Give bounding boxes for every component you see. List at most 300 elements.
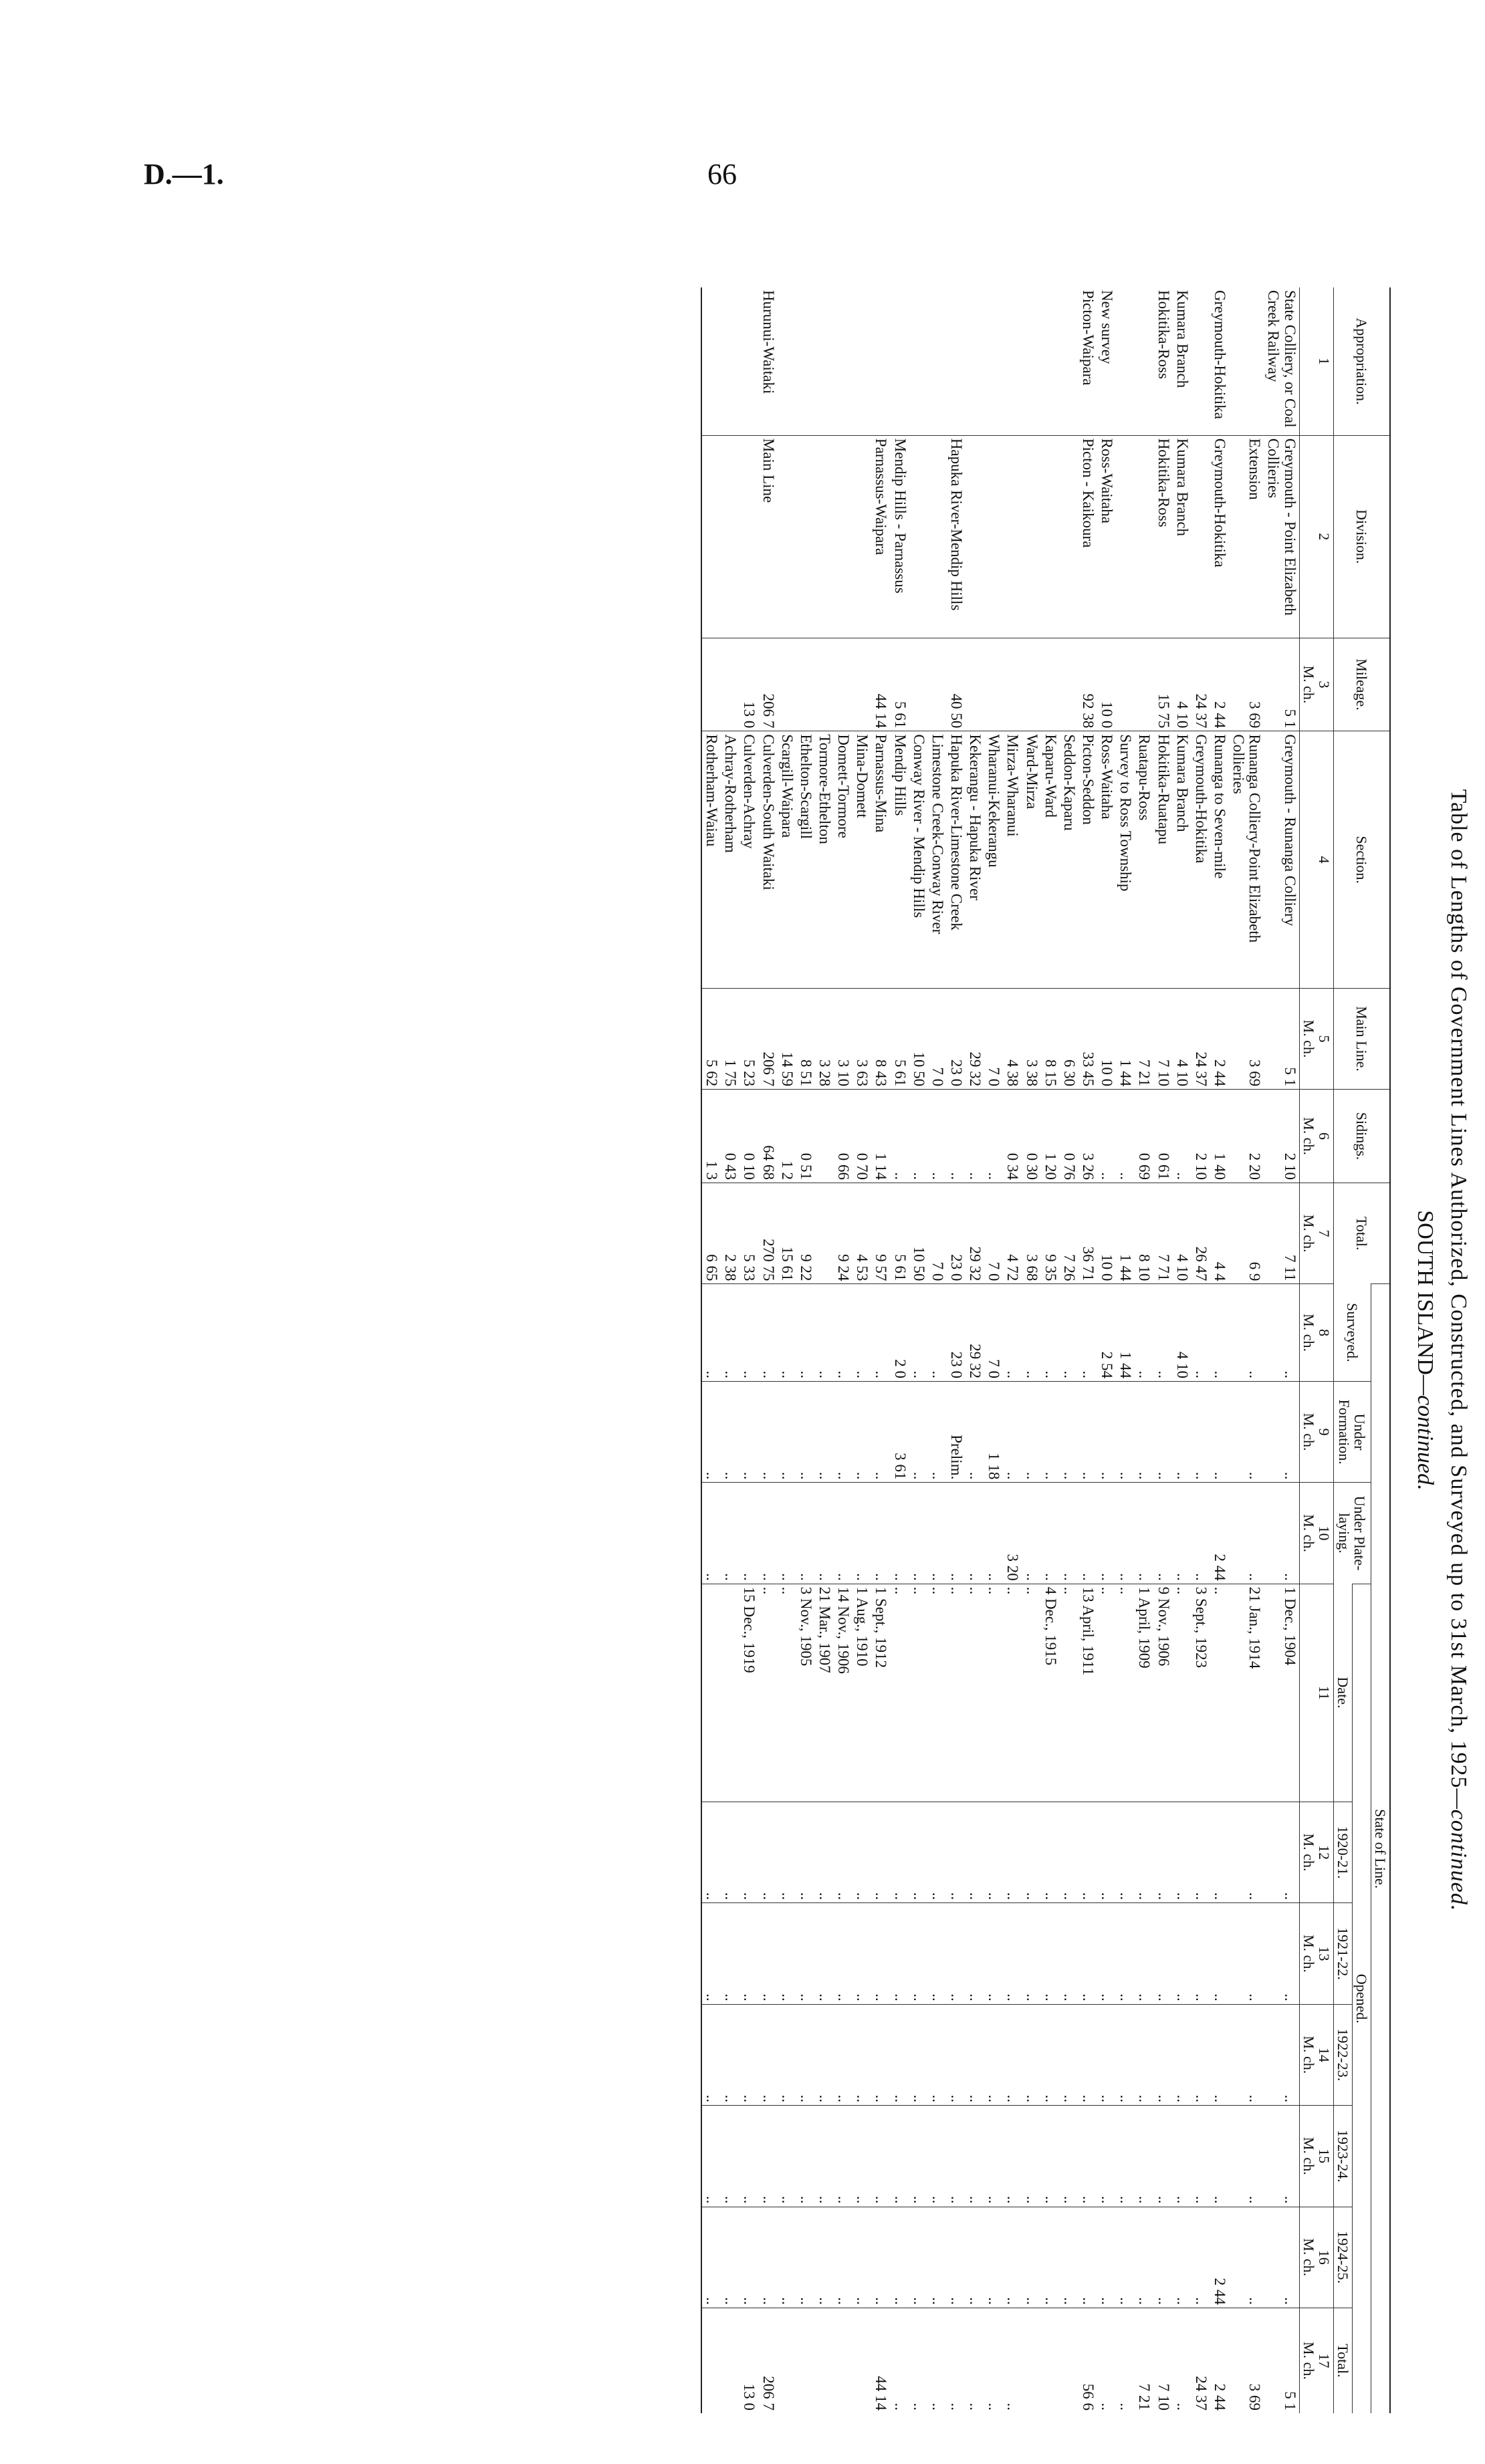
opened-1920-21-cell: .. — [871, 1802, 890, 1902]
opened-1923-24-cell: .. — [758, 2106, 777, 2207]
opened-1922-23-cell: .. — [947, 2004, 965, 2105]
mileage-cell: 92 38 — [1078, 638, 1097, 731]
table-row — [1229, 287, 1264, 2413]
sidings-cell: 1 3 — [701, 1090, 721, 1183]
main-line-cell: 29 32 — [965, 988, 984, 1089]
opened-1923-24-cell: .. — [909, 2106, 928, 2207]
opened-1923-24-cell: .. — [796, 2106, 815, 2207]
section-cell: Parnassus-Mina — [871, 731, 890, 988]
under-platelaying-cell: .. — [1229, 1483, 1264, 1584]
section-cell: Scargill-Waipara — [778, 731, 796, 988]
opened-1921-22-cell: .. — [701, 1903, 721, 2004]
opened-1924-25-cell: .. — [1097, 2207, 1116, 2308]
surveyed-cell: .. — [1041, 1284, 1060, 1382]
date-opened-cell: .. — [1210, 1584, 1229, 1802]
total-cell: 4 72 — [1003, 1183, 1022, 1283]
main-line-cell: 5 62 — [701, 988, 721, 1089]
opened-1923-24-cell: .. — [739, 2106, 758, 2207]
opened-1923-24-cell: .. — [928, 2106, 947, 2207]
opened-1922-23-cell: .. — [1003, 2004, 1022, 2105]
opened-1922-23-cell: .. — [1060, 2004, 1078, 2105]
opened-1920-21-cell: .. — [965, 1802, 984, 1902]
total-cell: 3 68 — [1022, 1183, 1040, 1283]
sidings-cell: .. — [984, 1090, 1003, 1183]
appropriation-cell: Picton-Waipara — [1079, 290, 1097, 386]
opened-1923-24-cell: .. — [947, 2106, 965, 2207]
opened-total-cell — [834, 2308, 852, 2413]
table-row — [778, 287, 796, 2413]
opened-1922-23-cell: .. — [796, 2004, 815, 2105]
under-formation-cell: .. — [1153, 1381, 1172, 1482]
col-number: 16 M. ch. — [1299, 2207, 1333, 2308]
opened-1921-22-cell: .. — [1135, 1903, 1153, 2004]
opened-total-cell — [852, 2308, 871, 2413]
opened-1921-22-cell: .. — [1229, 1903, 1264, 2004]
opened-total-cell: 3 69 — [1229, 2308, 1264, 2413]
section-cell: Runanga Colliery-Point Elizabeth Collieries — [1229, 731, 1264, 988]
opened-1920-21-cell: .. — [1264, 1802, 1299, 1902]
date-opened-cell: .. — [1022, 1584, 1040, 1802]
opened-total-cell: .. — [928, 2308, 947, 2413]
appropriation-cell — [815, 287, 834, 435]
opened-1924-25-cell: .. — [1078, 2207, 1097, 2308]
section-cell: Domett-Tormore — [834, 731, 852, 988]
surveyed-cell: 2 54 — [1097, 1284, 1116, 1382]
surveyed-cell: .. — [1191, 1284, 1210, 1382]
opened-1921-22-cell: .. — [1041, 1903, 1060, 2004]
under-formation-cell: .. — [778, 1381, 796, 1482]
opened-1924-25-cell: .. — [1003, 2207, 1022, 2308]
under-platelaying-cell: .. — [796, 1483, 815, 1584]
division-cell: Main Line — [758, 435, 777, 638]
total-cell: 7 0 — [984, 1183, 1003, 1283]
col-under-platelaying: Under Plate-laying. — [1333, 1483, 1371, 1584]
division-cell — [1191, 435, 1210, 638]
main-line-cell: 8 51 — [796, 988, 815, 1089]
section-cell: Hokitika-Ruatapu — [1153, 731, 1172, 988]
under-formation-cell: .. — [1116, 1381, 1135, 1482]
opened-1924-25-cell: .. — [721, 2207, 739, 2308]
under-formation-cell: .. — [1191, 1381, 1210, 1482]
appropriation-cell: Greymouth-Hokitika — [1211, 290, 1228, 419]
appropriation-cell — [834, 287, 852, 435]
division-cell — [778, 435, 796, 638]
col-under-formation: Under Formation. — [1333, 1381, 1371, 1482]
surveyed-cell: .. — [871, 1284, 890, 1382]
column-number-row — [1299, 287, 1333, 2413]
opened-total-cell: 24 37 — [1191, 2308, 1210, 2413]
sidings-cell: 64 68 — [758, 1090, 777, 1183]
opened-1921-22-cell: .. — [1060, 1903, 1078, 2004]
col-number: 5 M. ch. — [1299, 988, 1333, 1089]
appropriation-cell — [909, 287, 928, 435]
opened-1920-21-cell: .. — [1022, 1802, 1040, 1902]
section-cell: Survey to Ross Township — [1116, 731, 1135, 988]
opened-1924-25-cell: .. — [1041, 2207, 1060, 2308]
division-cell — [834, 435, 852, 638]
sidings-cell: .. — [947, 1090, 965, 1183]
surveyed-cell: 4 10 — [1173, 1284, 1191, 1382]
section-cell: Mina-Domett — [852, 731, 871, 988]
total-cell: 4 10 — [1173, 1183, 1191, 1283]
total-cell: 7 71 — [1153, 1183, 1172, 1283]
opened-1923-24-cell: .. — [834, 2106, 852, 2207]
under-platelaying-cell: .. — [909, 1483, 928, 1584]
under-platelaying-cell: .. — [890, 1483, 909, 1584]
main-line-cell: 3 38 — [1022, 988, 1040, 1089]
opened-1924-25-cell: .. — [739, 2207, 758, 2308]
total-cell: 6 9 — [1229, 1183, 1264, 1283]
under-formation-cell: .. — [871, 1381, 890, 1482]
section-cell: Wharanui-Kekerangu — [984, 731, 1003, 988]
division-cell: Extension — [1229, 435, 1264, 638]
opened-1924-25-cell: .. — [796, 2207, 815, 2308]
surveyed-cell: .. — [1060, 1284, 1078, 1382]
total-cell — [815, 1183, 834, 1283]
appropriation-cell: Kumara Branch — [1173, 290, 1191, 388]
division-cell: Mendip Hills - Parnassus — [890, 435, 909, 638]
mileage-cell: 5 1 — [1264, 638, 1299, 731]
under-platelaying-cell: .. — [1135, 1483, 1153, 1584]
total-cell: 9 35 — [1041, 1183, 1060, 1283]
date-opened-cell: .. — [1060, 1584, 1078, 1802]
col-number: 14 M. ch. — [1299, 2004, 1333, 2105]
under-platelaying-cell: 2 44 — [1210, 1483, 1229, 1584]
opened-1920-21-cell: .. — [721, 1802, 739, 1902]
opened-1920-21-cell: .. — [909, 1802, 928, 1902]
opened-1924-25-cell: .. — [701, 2207, 721, 2308]
opened-1923-24-cell: .. — [1041, 2106, 1060, 2207]
opened-1921-22-cell: .. — [871, 1903, 890, 2004]
opened-1923-24-cell: .. — [1191, 2106, 1210, 2207]
total-cell: 15 61 — [778, 1183, 796, 1283]
division-cell: Greymouth-Hokitika — [1210, 435, 1229, 638]
sidings-cell: 0 30 — [1022, 1090, 1040, 1183]
division-cell: Ross-Waitaha — [1097, 435, 1116, 638]
section-cell: Ross-Waitaha — [1097, 731, 1116, 988]
appropriation-cell — [928, 287, 947, 435]
under-formation-cell: .. — [1229, 1381, 1264, 1482]
opened-total-cell — [1041, 2308, 1060, 2413]
sidings-cell: 3 26 — [1078, 1090, 1097, 1183]
opened-total-cell: 2 44 — [1210, 2308, 1229, 2413]
opened-1923-24-cell: .. — [1173, 2106, 1191, 2207]
opened-total-cell: 7 10 — [1153, 2308, 1172, 2413]
opened-1923-24-cell: .. — [721, 2106, 739, 2207]
surveyed-cell: .. — [796, 1284, 815, 1382]
table-row — [1022, 287, 1040, 2413]
under-platelaying-cell: .. — [1191, 1483, 1210, 1584]
col-1922-23: 1922-23. — [1333, 2004, 1352, 2105]
opened-1920-21-cell: .. — [1153, 1802, 1172, 1902]
appropriation-cell — [965, 287, 984, 435]
main-line-cell: 10 50 — [909, 988, 928, 1089]
under-platelaying-cell: .. — [758, 1483, 777, 1584]
main-line-cell: 3 63 — [852, 988, 871, 1089]
opened-1921-22-cell: .. — [1097, 1903, 1116, 2004]
total-cell: 36 71 — [1078, 1183, 1097, 1283]
col-number: 3 M. ch. — [1299, 638, 1333, 731]
table-row — [1060, 287, 1078, 2413]
opened-1922-23-cell: .. — [1191, 2004, 1210, 2105]
mileage-cell — [721, 638, 739, 731]
appropriation-cell — [1022, 287, 1040, 435]
sidings-cell: 2 10 — [1191, 1090, 1210, 1183]
surveyed-cell: .. — [758, 1284, 777, 1382]
sidings-cell: .. — [909, 1090, 928, 1183]
surveyed-cell: .. — [1264, 1284, 1299, 1382]
table-row — [909, 287, 928, 2413]
main-line-cell: 2 44 — [1210, 988, 1229, 1089]
opened-1920-21-cell: .. — [1210, 1802, 1229, 1902]
opened-1920-21-cell: .. — [852, 1802, 871, 1902]
opened-total-cell: 206 7 — [758, 2308, 777, 2413]
under-platelaying-cell: .. — [834, 1483, 852, 1584]
opened-1920-21-cell: .. — [1173, 1802, 1191, 1902]
total-cell: 270 75 — [758, 1183, 777, 1283]
table-row — [815, 287, 834, 2413]
appropriation-cell — [701, 287, 721, 435]
surveyed-cell: .. — [815, 1284, 834, 1382]
surveyed-cell: .. — [834, 1284, 852, 1382]
main-line-cell: 3 69 — [1229, 988, 1264, 1089]
opened-1921-22-cell: .. — [739, 1903, 758, 2004]
under-platelaying-cell: .. — [1060, 1483, 1078, 1584]
division-cell — [909, 435, 928, 638]
under-platelaying-cell: .. — [739, 1483, 758, 1584]
opened-1924-25-cell: .. — [852, 2207, 871, 2308]
division-cell: Hokitika-Ross — [1153, 435, 1172, 638]
under-formation-cell: .. — [909, 1381, 928, 1482]
sidings-cell: .. — [890, 1090, 909, 1183]
under-platelaying-cell: .. — [1264, 1483, 1299, 1584]
section-cell: Kumara Branch — [1173, 731, 1191, 988]
mileage-cell — [1060, 638, 1078, 731]
opened-1920-21-cell: .. — [701, 1802, 721, 1902]
opened-1922-23-cell: .. — [1229, 2004, 1264, 2105]
opened-1922-23-cell: .. — [1153, 2004, 1172, 2105]
appropriation-cell — [1116, 287, 1135, 435]
section-cell: Kekerangu - Hapuka River — [965, 731, 984, 988]
main-line-cell: 1 44 — [1116, 988, 1135, 1089]
opened-1922-23-cell: .. — [721, 2004, 739, 2105]
date-opened-cell: 14 Nov., 1906 — [834, 1584, 852, 1802]
opened-total-cell: .. — [984, 2308, 1003, 2413]
under-formation-cell: .. — [1097, 1381, 1116, 1482]
mileage-cell: 44 14 — [871, 638, 890, 731]
under-formation-cell: .. — [1041, 1381, 1060, 1482]
opened-total-cell: .. — [1097, 2308, 1116, 2413]
main-line-cell: 5 61 — [890, 988, 909, 1089]
mileage-cell: 206 7 — [758, 638, 777, 731]
col-number: 6 M. ch. — [1299, 1090, 1333, 1183]
opened-1924-25-cell: .. — [1229, 2207, 1264, 2308]
opened-1924-25-cell: .. — [778, 2207, 796, 2308]
section-cell: Achray-Rotherham — [721, 731, 739, 988]
mileage-cell: 2 44 — [1210, 638, 1229, 731]
appropriation-cell — [1003, 287, 1022, 435]
under-formation-cell: .. — [965, 1381, 984, 1482]
under-formation-cell: .. — [721, 1381, 739, 1482]
under-formation-cell: .. — [1264, 1381, 1299, 1482]
opened-1920-21-cell: .. — [758, 1802, 777, 1902]
opened-1921-22-cell: .. — [909, 1903, 928, 2004]
table-row — [721, 287, 739, 2413]
col-number: 1 — [1299, 287, 1333, 435]
total-cell: 8 10 — [1135, 1183, 1153, 1283]
mileage-cell — [815, 638, 834, 731]
lengths-table — [701, 287, 1391, 2413]
table-row — [947, 287, 965, 2413]
opened-total-cell — [721, 2308, 739, 2413]
opened-1923-24-cell: .. — [1022, 2106, 1040, 2207]
total-cell: 23 0 — [947, 1183, 965, 1283]
appropriation-cell: New survey — [1099, 290, 1116, 364]
opened-1921-22-cell: .. — [834, 1903, 852, 2004]
opened-1922-23-cell: .. — [1135, 2004, 1153, 2105]
mileage-cell: 13 0 — [739, 638, 758, 731]
opened-1920-21-cell: .. — [1097, 1802, 1116, 1902]
total-cell: 10 0 — [1097, 1183, 1116, 1283]
opened-1920-21-cell: .. — [1135, 1802, 1153, 1902]
opened-1924-25-cell: .. — [834, 2207, 852, 2308]
mileage-cell — [778, 638, 796, 731]
opened-total-cell: 5 1 — [1264, 2308, 1299, 2413]
page-number: 66 — [707, 158, 737, 191]
opened-total-cell: .. — [947, 2308, 965, 2413]
opened-1923-24-cell: .. — [1003, 2106, 1022, 2207]
opened-total-cell — [1022, 2308, 1040, 2413]
date-opened-cell: .. — [1003, 1584, 1022, 1802]
date-opened-cell: 1 Aug., 1910 — [852, 1584, 871, 1802]
total-cell: 9 24 — [834, 1183, 852, 1283]
opened-1920-21-cell: .. — [1191, 1802, 1210, 1902]
opened-1920-21-cell: .. — [1229, 1802, 1264, 1902]
opened-1921-22-cell: .. — [1022, 1903, 1040, 2004]
table-row — [1173, 287, 1191, 2413]
section-cell: Mendip Hills — [890, 731, 909, 988]
table-row — [852, 287, 871, 2413]
total-cell: 26 47 — [1191, 1183, 1210, 1283]
date-opened-cell: .. — [947, 1584, 965, 1802]
col-number: 4 — [1299, 731, 1333, 988]
appropriation-cell — [871, 287, 890, 435]
date-opened-cell: 3 Sept., 1923 — [1191, 1584, 1210, 1802]
mileage-cell: 40 50 — [947, 638, 965, 731]
appropriation-cell — [852, 287, 871, 435]
opened-1924-25-cell: .. — [1022, 2207, 1040, 2308]
opened-1924-25-cell: .. — [928, 2207, 947, 2308]
sidings-cell: 0 43 — [721, 1090, 739, 1183]
section-cell: Greymouth - Runanga Colliery — [1264, 731, 1299, 988]
total-cell: 2 38 — [721, 1183, 739, 1283]
table-row — [1078, 287, 1097, 2413]
division-cell: Greymouth - Point Elizabeth Collieries — [1264, 435, 1299, 638]
under-formation-cell: .. — [815, 1381, 834, 1482]
appropriation-cell — [1060, 287, 1078, 435]
opened-1923-24-cell: .. — [852, 2106, 871, 2207]
sidings-cell: 0 34 — [1003, 1090, 1022, 1183]
appropriation-cell — [778, 287, 796, 435]
opened-1923-24-cell: .. — [1264, 2106, 1299, 2207]
opened-1922-23-cell: .. — [701, 2004, 721, 2105]
mileage-cell — [1041, 638, 1060, 731]
opened-total-cell: .. — [1003, 2308, 1022, 2413]
total-cell: 6 65 — [701, 1183, 721, 1283]
rotated-table-page — [187, 281, 1478, 2420]
opened-1921-22-cell: .. — [1210, 1903, 1229, 2004]
under-formation-cell: .. — [1022, 1381, 1040, 1482]
under-formation-cell: 1 18 — [984, 1381, 1003, 1482]
appropriation-cell — [721, 287, 739, 435]
mileage-cell — [965, 638, 984, 731]
opened-1924-25-cell: .. — [965, 2207, 984, 2308]
appropriation-cell — [1041, 287, 1060, 435]
opened-1922-23-cell: .. — [834, 2004, 852, 2105]
opened-1924-25-cell: .. — [1264, 2207, 1299, 2308]
table-row — [928, 287, 947, 2413]
opened-1922-23-cell: .. — [1116, 2004, 1135, 2105]
main-line-cell: 4 38 — [1003, 988, 1022, 1089]
surveyed-cell: .. — [1022, 1284, 1040, 1382]
main-line-cell: 7 10 — [1153, 988, 1172, 1089]
under-platelaying-cell: .. — [947, 1483, 965, 1584]
date-opened-cell: .. — [890, 1584, 909, 1802]
table-row — [984, 287, 1003, 2413]
surveyed-cell: .. — [1153, 1284, 1172, 1382]
division-cell — [1135, 435, 1153, 638]
date-opened-cell: 1 Dec., 1904 — [1264, 1584, 1299, 1802]
appropriation-cell — [796, 287, 815, 435]
sidings-cell: 1 2 — [778, 1090, 796, 1183]
opened-1921-22-cell: .. — [1003, 1903, 1022, 2004]
table-row — [890, 287, 909, 2413]
col-state-of-line: State of Line. — [1371, 1284, 1390, 2413]
surveyed-cell: 29 32 — [965, 1284, 984, 1382]
main-line-cell: 4 10 — [1173, 988, 1191, 1089]
opened-1923-24-cell: .. — [965, 2106, 984, 2207]
opened-1923-24-cell: .. — [890, 2106, 909, 2207]
division-cell: Kumara Branch — [1173, 435, 1191, 638]
surveyed-cell: .. — [1229, 1284, 1264, 1382]
opened-1920-21-cell: .. — [815, 1802, 834, 1902]
opened-1922-23-cell: .. — [984, 2004, 1003, 2105]
col-number: 7 M. ch. — [1299, 1183, 1333, 1283]
opened-1923-24-cell: .. — [701, 2106, 721, 2207]
table-row — [1097, 287, 1116, 2413]
section-cell: Rotherham-Waiau — [701, 731, 721, 988]
mileage-cell: 10 0 — [1097, 638, 1116, 731]
total-cell: 5 61 — [890, 1183, 909, 1283]
mileage-cell: 24 37 — [1191, 638, 1210, 731]
col-number: 13 M. ch. — [1299, 1903, 1333, 2004]
opened-1923-24-cell: .. — [1060, 2106, 1078, 2207]
table-subtitle: SOUTH ISLAND—continued. — [1413, 1210, 1438, 1491]
opened-1922-23-cell: .. — [1264, 2004, 1299, 2105]
under-formation-cell: .. — [834, 1381, 852, 1482]
mileage-cell — [928, 638, 947, 731]
under-formation-cell: .. — [1210, 1381, 1229, 1482]
col-main-line: Main Line. — [1333, 988, 1390, 1089]
sidings-cell: 0 69 — [1135, 1090, 1153, 1183]
date-opened-cell: 9 Nov., 1906 — [1153, 1584, 1172, 1802]
opened-1924-25-cell: .. — [871, 2207, 890, 2308]
opened-1922-23-cell: .. — [1173, 2004, 1191, 2105]
main-line-cell: 3 28 — [815, 988, 834, 1089]
under-formation-cell: .. — [758, 1381, 777, 1482]
surveyed-cell: 1 44 — [1116, 1284, 1135, 1382]
table-row — [1003, 287, 1022, 2413]
